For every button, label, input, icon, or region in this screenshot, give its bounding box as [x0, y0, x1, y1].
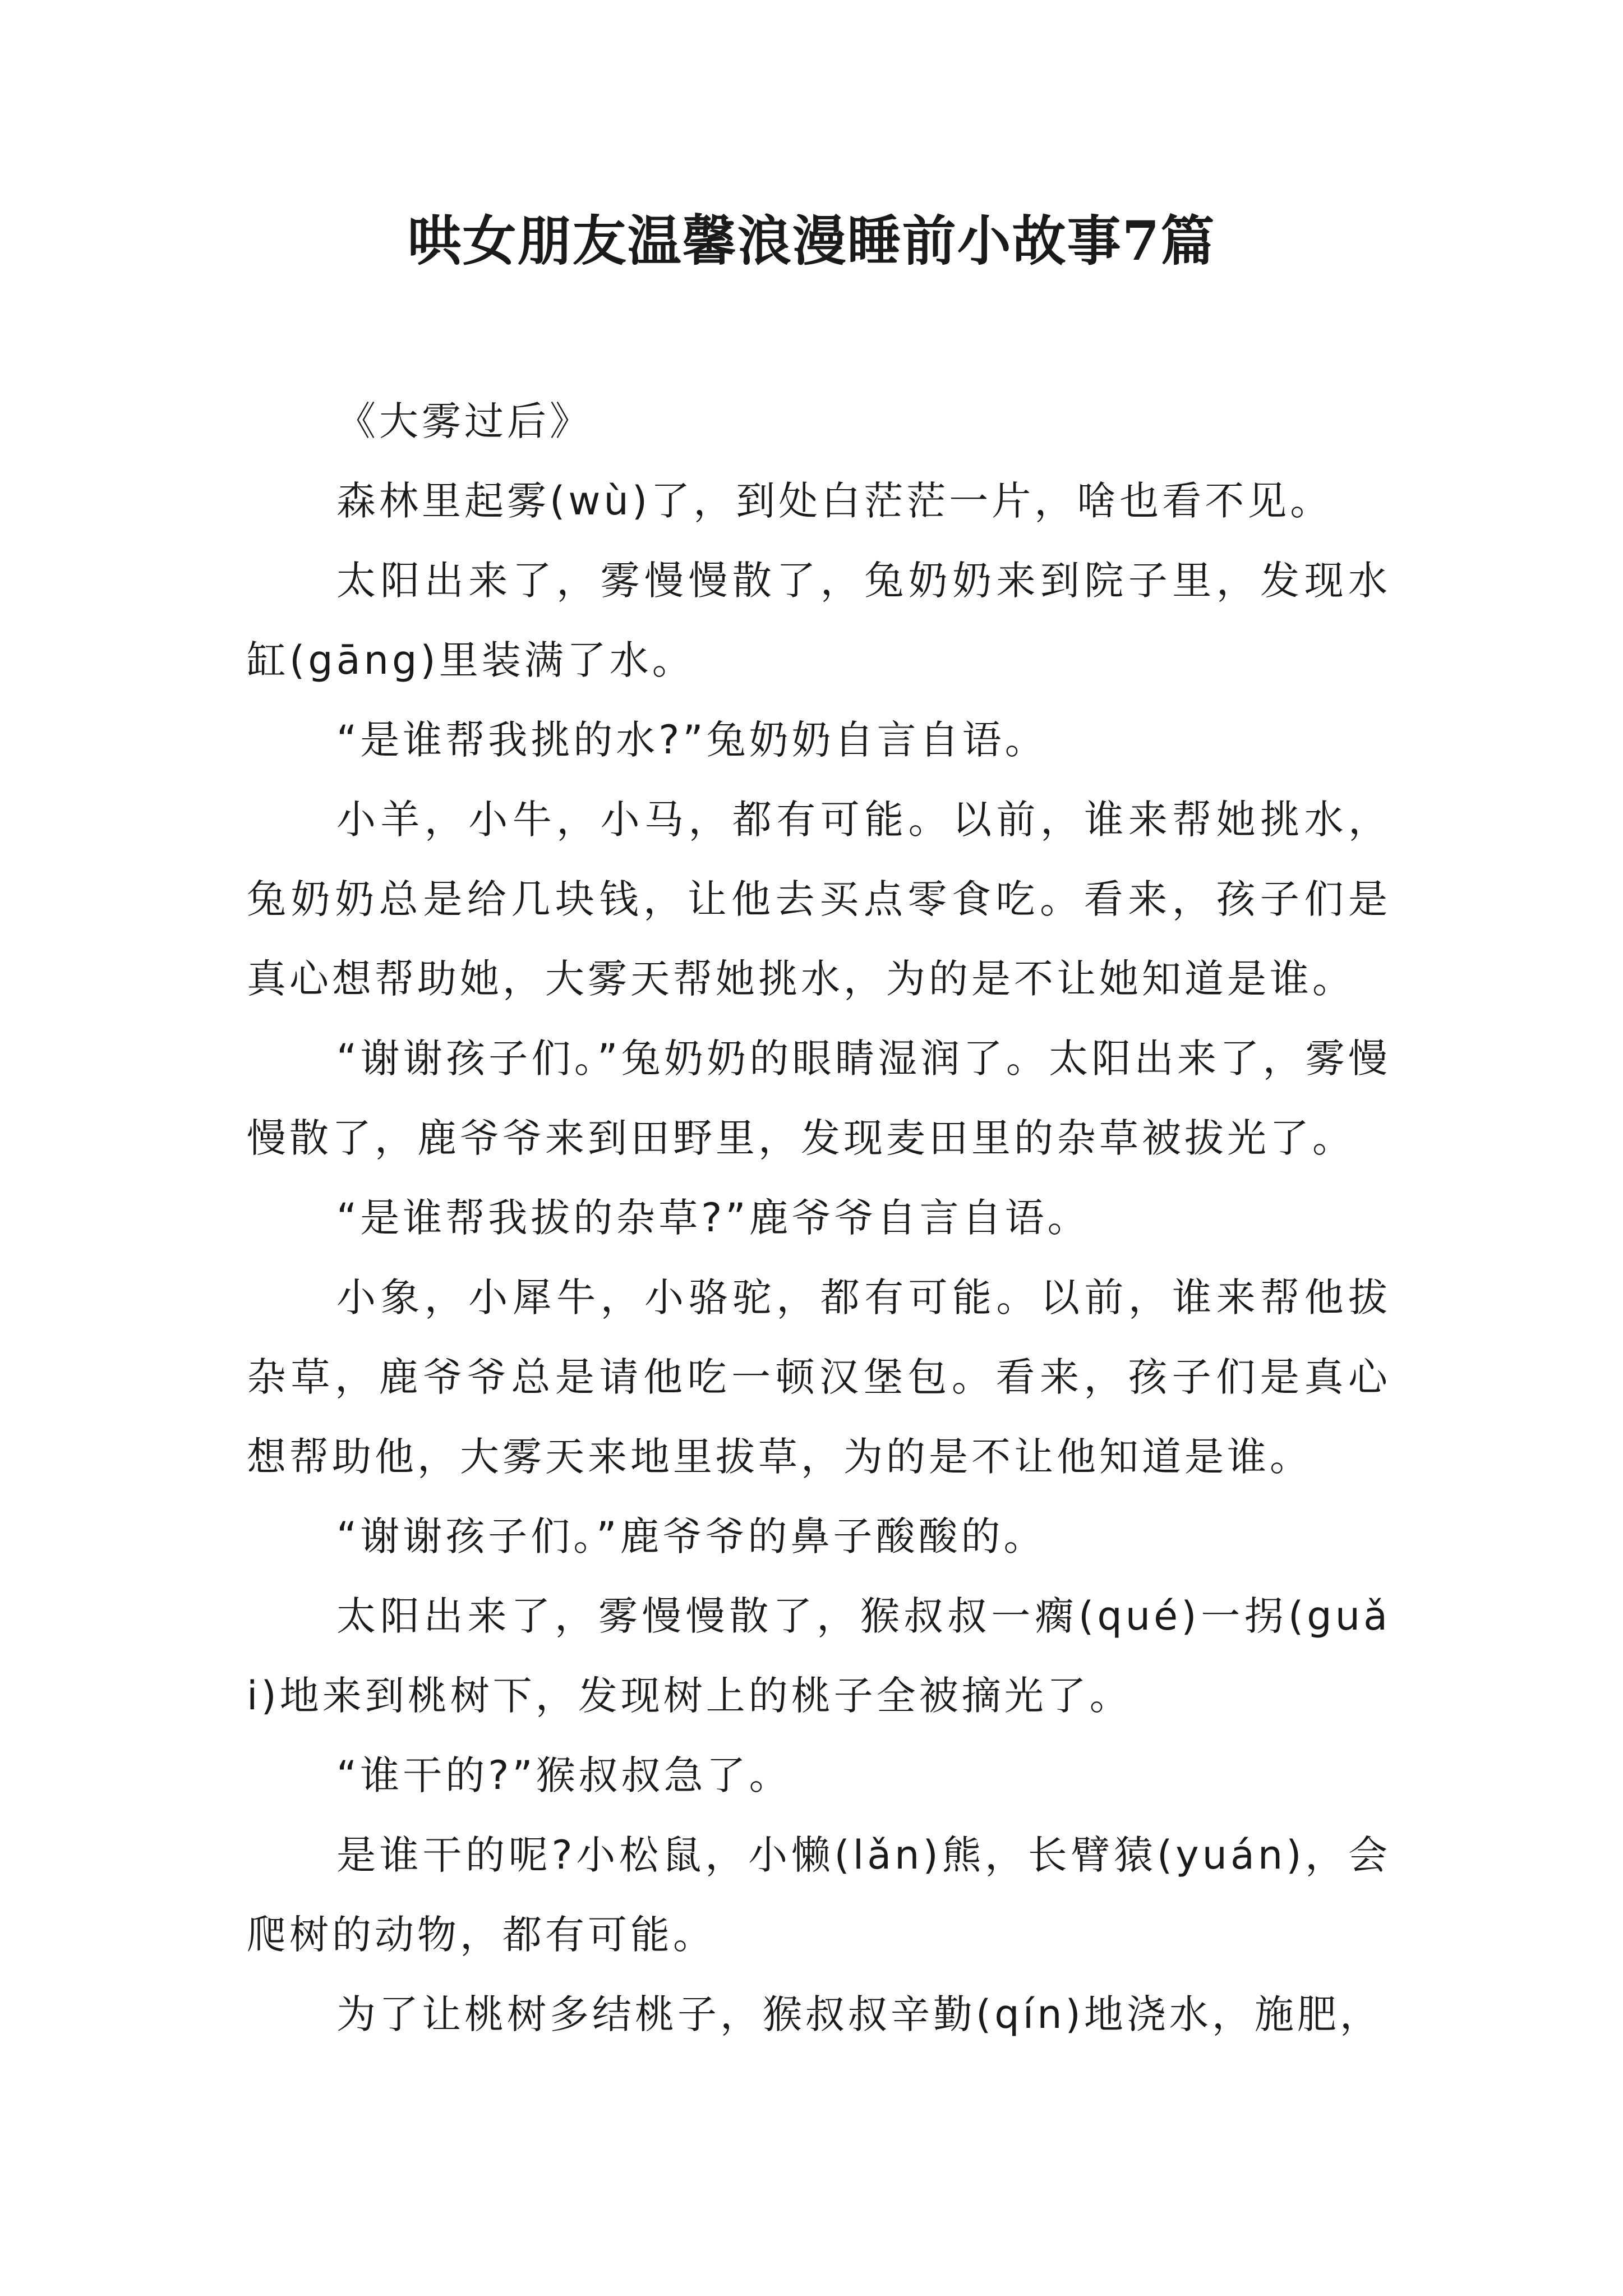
- paragraph: “谁干的?”猴叔叔急了。: [336, 1752, 792, 1798]
- paragraph: 《大雾过后》: [336, 398, 592, 444]
- document-title: 哄女朋友温馨浪漫睡前小故事7篇: [407, 209, 1216, 273]
- paragraph: “是谁帮我拔的杂草?”鹿爷爷自言自语。: [336, 1195, 1090, 1241]
- paragraph: 为了让桃树多结桃子，猴叔叔辛勤(qín)地浇水，施肥，: [336, 1991, 1382, 2037]
- paragraph: 小象，小犀牛，小骆驼，都有可能。以前，谁来帮他拔杂草，鹿爷爷总是请他吃一顿汉堡包。看来，孩子们是真心想帮助他，大雾天来地里拔草，为的是不让他知道是谁。: [247, 1274, 1391, 1480]
- paragraph: “谢谢孩子们。”鹿爷爷的鼻子酸酸的。: [336, 1513, 1046, 1559]
- paragraph: 小羊，小牛，小马，都有可能。以前，谁来帮她挑水，兔奶奶总是给几块钱，让他去买点零食吃。看来，孩子们是真心想帮助她，大雾天帮她挑水，为的是不让她知道是谁。: [247, 797, 1391, 1002]
- paragraph: “谢谢孩子们。”兔奶奶的眼睛湿润了。太阳出来了，雾慢慢散了，鹿爷爷来到田野里，发现麦田里的杂草被拔光了。: [247, 1036, 1391, 1161]
- paragraph: 太阳出来了，雾慢慢散了，猴叔叔一瘸(qué)一拐(guǎi)地来到桃树下，发现树上的桃子全被摘光了。: [247, 1593, 1391, 1719]
- document-body: [247, 381, 1391, 2054]
- paragraph: 是谁干的呢?小松鼠，小懒(lǎn)熊，长臂猿(yuán)，会爬树的动物，都有可能。: [247, 1832, 1391, 1958]
- paragraph: “是谁帮我挑的水?”兔奶奶自言自语。: [336, 717, 1048, 763]
- paragraph: 森林里起雾(wù)了，到处白茫茫一片，啥也看不见。: [336, 478, 1333, 524]
- paragraph: 太阳出来了，雾慢慢散了，兔奶奶来到院子里，发现水缸(gāng)里装满了水。: [247, 558, 1391, 683]
